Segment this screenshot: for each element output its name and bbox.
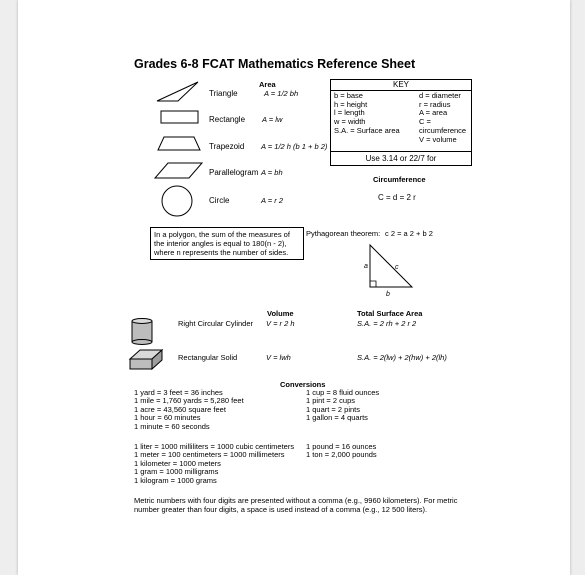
right-triangle-diagram — [368, 243, 418, 293]
solid-name: Rectangular Solid — [178, 353, 238, 362]
key-footer: Use 3.14 or 22/7 for — [331, 151, 471, 165]
circumference-heading: Circumference — [373, 175, 426, 184]
volume-heading: Volume — [267, 309, 294, 318]
surface-area-heading: Total Surface Area — [357, 309, 423, 318]
solid-name: Right Circular Cylinder — [178, 319, 254, 328]
key-term: l = length — [334, 108, 365, 118]
conversion-line: 1 gallon = 4 quarts — [306, 413, 368, 423]
solid-surface-area-formula: S.A. = 2(lw) + 2(hw) + 2(lh) — [357, 353, 447, 362]
area-shape-name: Parallelogram — [209, 168, 259, 177]
key-term: S.A. = Surface area — [334, 125, 400, 135]
conversion-line: 1 ton = 2,000 pounds — [306, 450, 377, 460]
conversion-line: 1 kilometer = 1000 meters — [134, 458, 221, 468]
solid-surface-area-formula: S.A. = 2 rh + 2 r 2 — [357, 319, 417, 328]
conversion-line: 1 gram = 1000 milligrams — [134, 467, 219, 477]
key-term: b = base — [334, 91, 363, 100]
key-box — [330, 79, 472, 166]
rectangular-solid-shape — [129, 349, 165, 371]
rectangle-shape — [160, 110, 200, 126]
key-term: h = height — [334, 99, 368, 109]
document-page — [18, 0, 570, 575]
key-term: A = area — [419, 108, 448, 118]
circumference-formula: C = d = 2 r — [378, 193, 416, 202]
area-formula: A = 1/2 h (b 1 + b 2) — [261, 142, 328, 151]
conversion-line: 1 cup = 8 fluid ounces — [306, 388, 380, 397]
side-a-label: a — [364, 263, 368, 270]
key-term: C = circumference — [419, 117, 467, 135]
area-heading: Area — [259, 80, 276, 89]
conversion-line: 1 meter = 100 centimeters = 1000 millimeters — [134, 450, 285, 460]
key-term: d = diameter — [419, 91, 461, 100]
area-formula: A = lw — [262, 115, 283, 124]
parallelogram-shape — [155, 162, 205, 180]
pythagorean-formula: c 2 = a 2 + b 2 — [385, 229, 433, 238]
circle-shape — [160, 185, 194, 219]
page-title: Grades 6-8 FCAT Mathematics Reference Sheet — [134, 57, 416, 71]
key-left-column — [334, 92, 400, 136]
conversion-line: 1 pound = 16 ounces — [306, 442, 377, 451]
conversion-line: 1 quart = 2 pints — [306, 404, 360, 414]
area-shape-name: Triangle — [209, 89, 238, 98]
area-shape-name: Trapezoid — [209, 142, 245, 151]
polygon-angle-note: In a polygon, the sum of the measures of the interior angles is equal to 180(n - 2), where n represents the number of sides. — [150, 227, 304, 260]
key-right-column — [419, 92, 471, 144]
area-shape-name: Rectangle — [209, 115, 246, 124]
conversions-heading: Conversions — [280, 380, 326, 389]
solid-volume-formula: V = lwh — [266, 353, 291, 362]
key-term: V = volume — [419, 134, 457, 144]
key-term: w = width — [334, 117, 366, 127]
conversion-line: 1 mile = 1,760 yards = 5,280 feet — [134, 396, 244, 406]
conversions-capacity — [306, 389, 379, 423]
pythagorean-label: Pythagorean theorem: — [306, 229, 381, 238]
key-term: r = radius — [419, 99, 451, 109]
area-formula: A = bh — [261, 168, 283, 177]
conversion-line: 1 yard = 3 feet = 36 inches — [134, 388, 223, 397]
conversions-metric — [134, 443, 294, 485]
conversion-line: 1 hour = 60 minutes — [134, 413, 201, 423]
area-shape-name: Circle — [209, 196, 230, 205]
conversion-line: 1 liter = 1000 milliliters = 1000 cubic centimeters — [134, 442, 295, 451]
conversion-line: 1 minute = 60 seconds — [134, 421, 210, 431]
solid-volume-formula: V = r 2 h — [266, 319, 295, 328]
area-formula: A = 1/2 bh — [264, 89, 299, 98]
conversion-line: 1 acre = 43,560 square feet — [134, 404, 226, 414]
metric-note: Metric numbers with four digits are presented without a comma (e.g., 9960 kilometers). For metric number greater than four digits, a space is used instead of a comma (e.g., 12 500 liters). — [134, 496, 458, 514]
conversion-line: 1 pint = 2 cups — [306, 396, 355, 406]
triangle-shape — [156, 80, 206, 104]
trapezoid-shape — [157, 136, 203, 152]
cylinder-shape — [131, 318, 155, 346]
conversions-weight — [306, 443, 377, 460]
side-b-label: b — [386, 291, 390, 298]
key-heading: KEY — [331, 80, 471, 91]
side-c-label: c — [395, 264, 399, 271]
area-formula: A = r 2 — [261, 196, 284, 205]
conversion-line: 1 kilogram = 1000 grams — [134, 475, 217, 485]
conversions-length-time — [134, 389, 244, 431]
